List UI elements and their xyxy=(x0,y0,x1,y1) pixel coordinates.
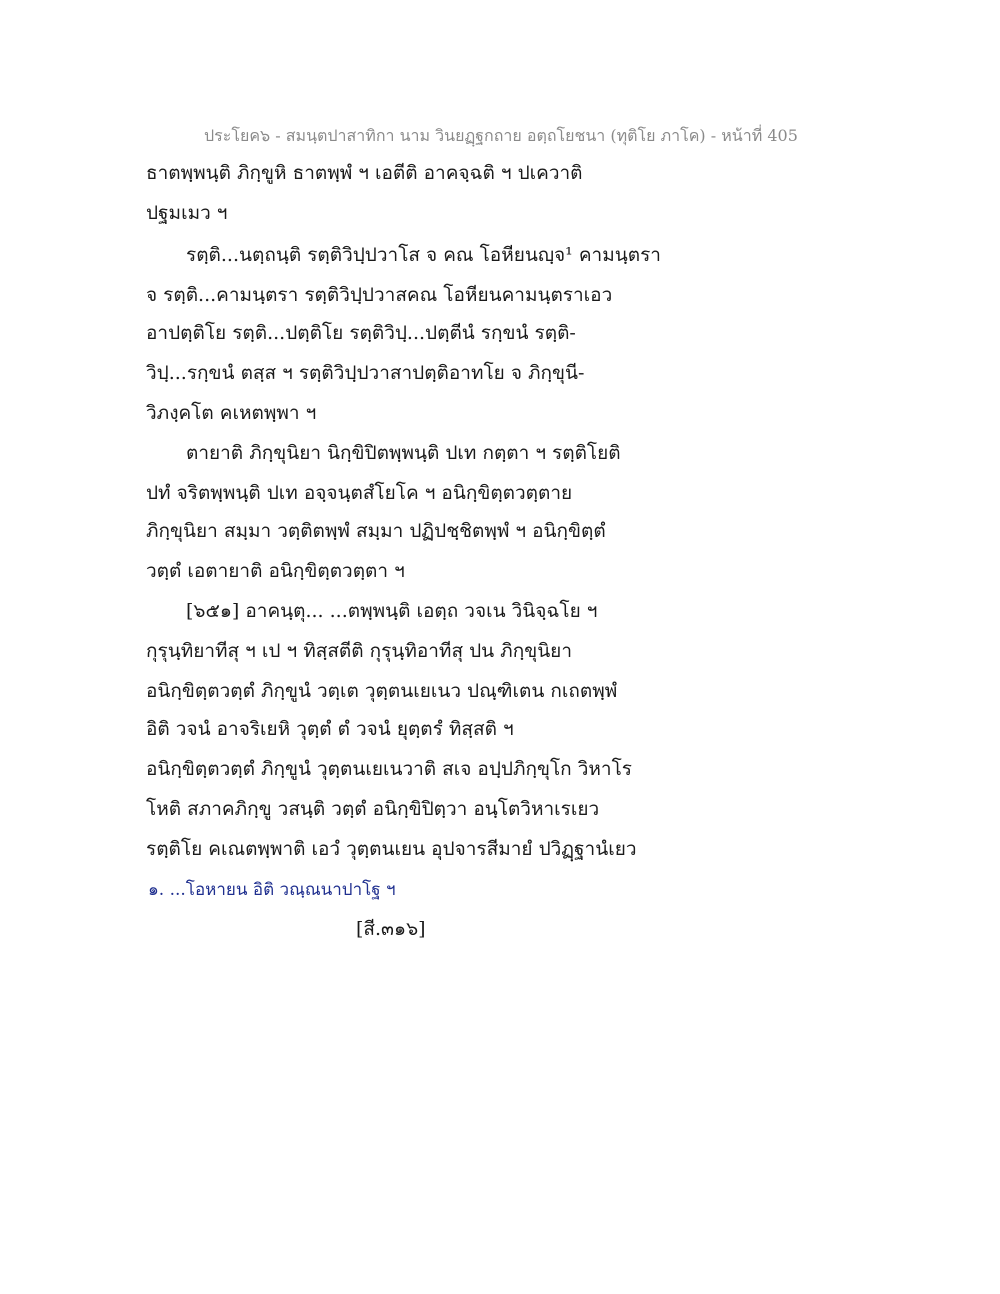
text-line: ปทํ จริตพฺพนฺติ ปเท อจฺจนฺตสํโยโค ฯ อนิกฺขิตฺตวตฺตาย xyxy=(146,482,573,504)
text-line: อาปตฺติโย รตฺติ...ปตฺติโย รตฺติวิปฺ...ปตฺตีนํ รกฺขนํ รตฺติ- xyxy=(146,322,576,344)
text-line: ปฐมเมว ฯ xyxy=(146,202,228,224)
text-line: รตฺติโย คเณตพฺพาติ เอวํ วุตฺตนเยน อุปจารสีมายํ ปวิฏฺฐานํเยว xyxy=(146,838,637,860)
text-line: อนิกฺขิตฺตวตฺตํ ภิกฺขูนํ วุตฺตนเยเนวาติ สเจ อปฺปภิกฺขุโก วิหาโร xyxy=(146,758,632,780)
text-line: รตฺติ...นตฺถนฺติ รตฺติวิปฺปวาโส จ คณ โอหียนญฺจ¹ คามนฺตรา xyxy=(186,244,661,266)
text-line: ตายาติ ภิกฺขุนิยา นิกฺขิปิตพฺพนฺติ ปเท กตฺตา ฯ รตฺติโยติ xyxy=(186,442,621,464)
text-line: อิติ วจนํ อาจริเยหิ วุตฺตํ ตํ วจนํ ยุตฺตรํ ทิสฺสติ ฯ xyxy=(146,718,514,740)
text-line: อนิกฺขิตฺตวตฺตํ ภิกฺขูนํ วตฺเต วุตฺตนเยเนว ปณฺฑิเตน กเถตพฺพํ xyxy=(146,680,618,702)
text-line: กุรุนฺทิยาทีสุ ฯ เป ฯ ทิสฺสตีติ กุรุนฺทิอาทีสุ ปน ภิกฺขุนิยา xyxy=(146,640,572,662)
page-reference: [สี.๓๑๖] xyxy=(356,918,426,940)
text-line: [๖๕๑] อาคนฺตุ... ...ตพฺพนฺติ เอตฺถ วจเน วินิจฺฉโย ฯ xyxy=(186,600,598,622)
text-line: วิปฺ...รกฺขนํ ตสฺส ฯ รตฺติวิปฺปวาสาปตฺติอาทโย จ ภิกฺขุนี- xyxy=(146,362,585,384)
footnote: ๑. ...โอหายน อิติ วณฺณนาปาโฐ ฯ xyxy=(148,880,396,900)
text-line: จ รตฺติ...คามนฺตรา รตฺติวิปฺปวาสคณ โอหียนคามนฺตราเอว xyxy=(146,284,613,306)
text-line: วิภงฺคโต คเหตพฺพา ฯ xyxy=(146,402,317,424)
text-line: โหติ สภาคภิกฺขู วสนฺติ วตฺตํ อนิกฺขิปิตฺวา อนฺโตวิหาเรเยว xyxy=(146,798,600,820)
page-header: ประโยค๖ - สมนฺตปาสาทิกา นาม วินยฏฺฐกถาย อตฺถโยชนา (ทุติโย ภาโค) - หน้าที่ 405 xyxy=(204,126,798,145)
text-line: ภิกฺขุนิยา สมฺมา วตฺติตพฺพํ สมฺมา ปฏิปชฺชิตพฺพํ ฯ อนิกฺขิตฺตํ xyxy=(146,520,606,542)
text-line: ธาตพฺพนฺติ ภิกฺขูหิ ธาตพฺพํ ฯ เอตีติ อาคจฺฉติ ฯ ปเควาติ xyxy=(146,162,583,184)
text-line: วตฺตํ เอตายาติ อนิกฺขิตฺตวตฺตา ฯ xyxy=(146,560,405,582)
